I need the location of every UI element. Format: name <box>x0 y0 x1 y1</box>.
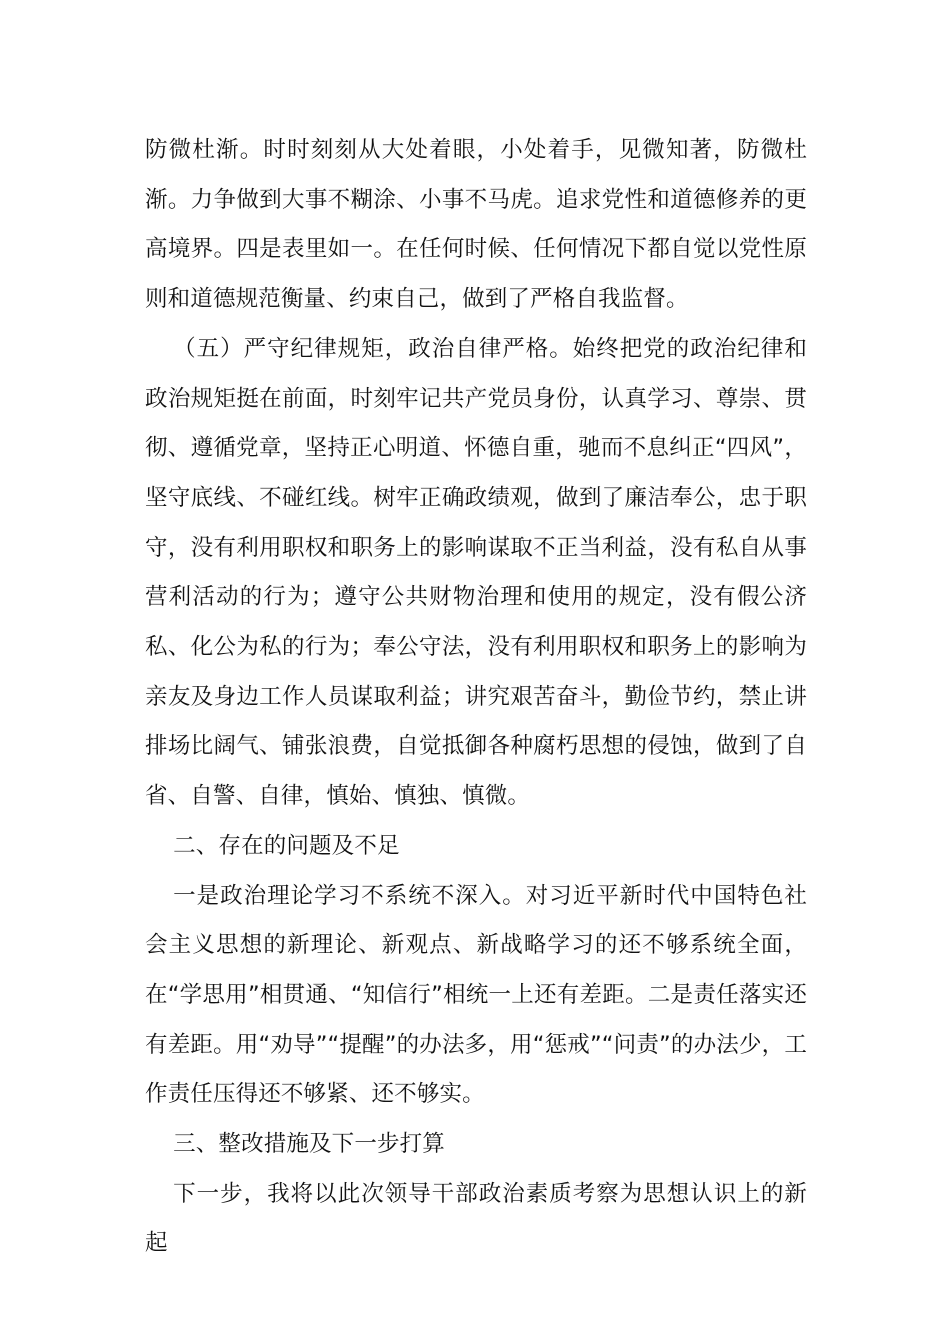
paragraph-section-five: （五）严守纪律规矩，政治自律严格。始终把党的政治纪律和政治规矩挺在前面，时刻牢记共产党员身份，认真学习、尊崇、贯彻、遵循党章，坚持正心明道、怀德自重，驰而不息纠正“四风”，坚守底线、不碰红线。树牢正确政绩观，做到了廉洁奉公，忠于职守，没有利用职权和职务上的影响谋取不正当利益，没有私自从事营利活动的行为；遵守公共财物治理和使用的规定，没有假公济私、化公为私的行为；奉公守法，没有利用职权和职务上的影响为亲友及身边工作人员谋取利益；讲究艰苦奋斗，勤俭节约，禁止讲排场比阔气、铺张浪费，自觉抵御各种腐朽思想的侵蚀，做到了自省、自警、自律，慎始、慎独、慎微。 <box>145 335 807 810</box>
document-body <box>145 126 807 1269</box>
paragraph-next-steps: 下一步，我将以此次领导干部政治素质考察为思想认识上的新起 <box>145 1180 807 1257</box>
heading-problems: 二、存在的问题及不足 <box>173 832 400 859</box>
paragraph-problems: 一是政治理论学习不系统不深入。对习近平新时代中国特色社会主义思想的新理论、新观点、新战略学习的还不够系统全面，在“学思用”相贯通、“知信行”相统一上还有差距。二是责任落实还有差距。用“劝导”“提醒”的办法多，用“惩戒”“问责”的办法少，工作责任压得还不够紧、还不够实。 <box>145 882 807 1108</box>
paragraph-continuation: 防微杜渐。时时刻刻从大处着眼，小处着手，见微知著，防微杜渐。力争做到大事不糊涂、小事不马虎。追求党性和道德修养的更高境界。四是表里如一。在任何时候、任何情况下都自觉以党性原则和道德规范衡量、约束自己，做到了严格自我监督。 <box>145 137 807 313</box>
heading-measures: 三、整改措施及下一步打算 <box>173 1131 445 1158</box>
